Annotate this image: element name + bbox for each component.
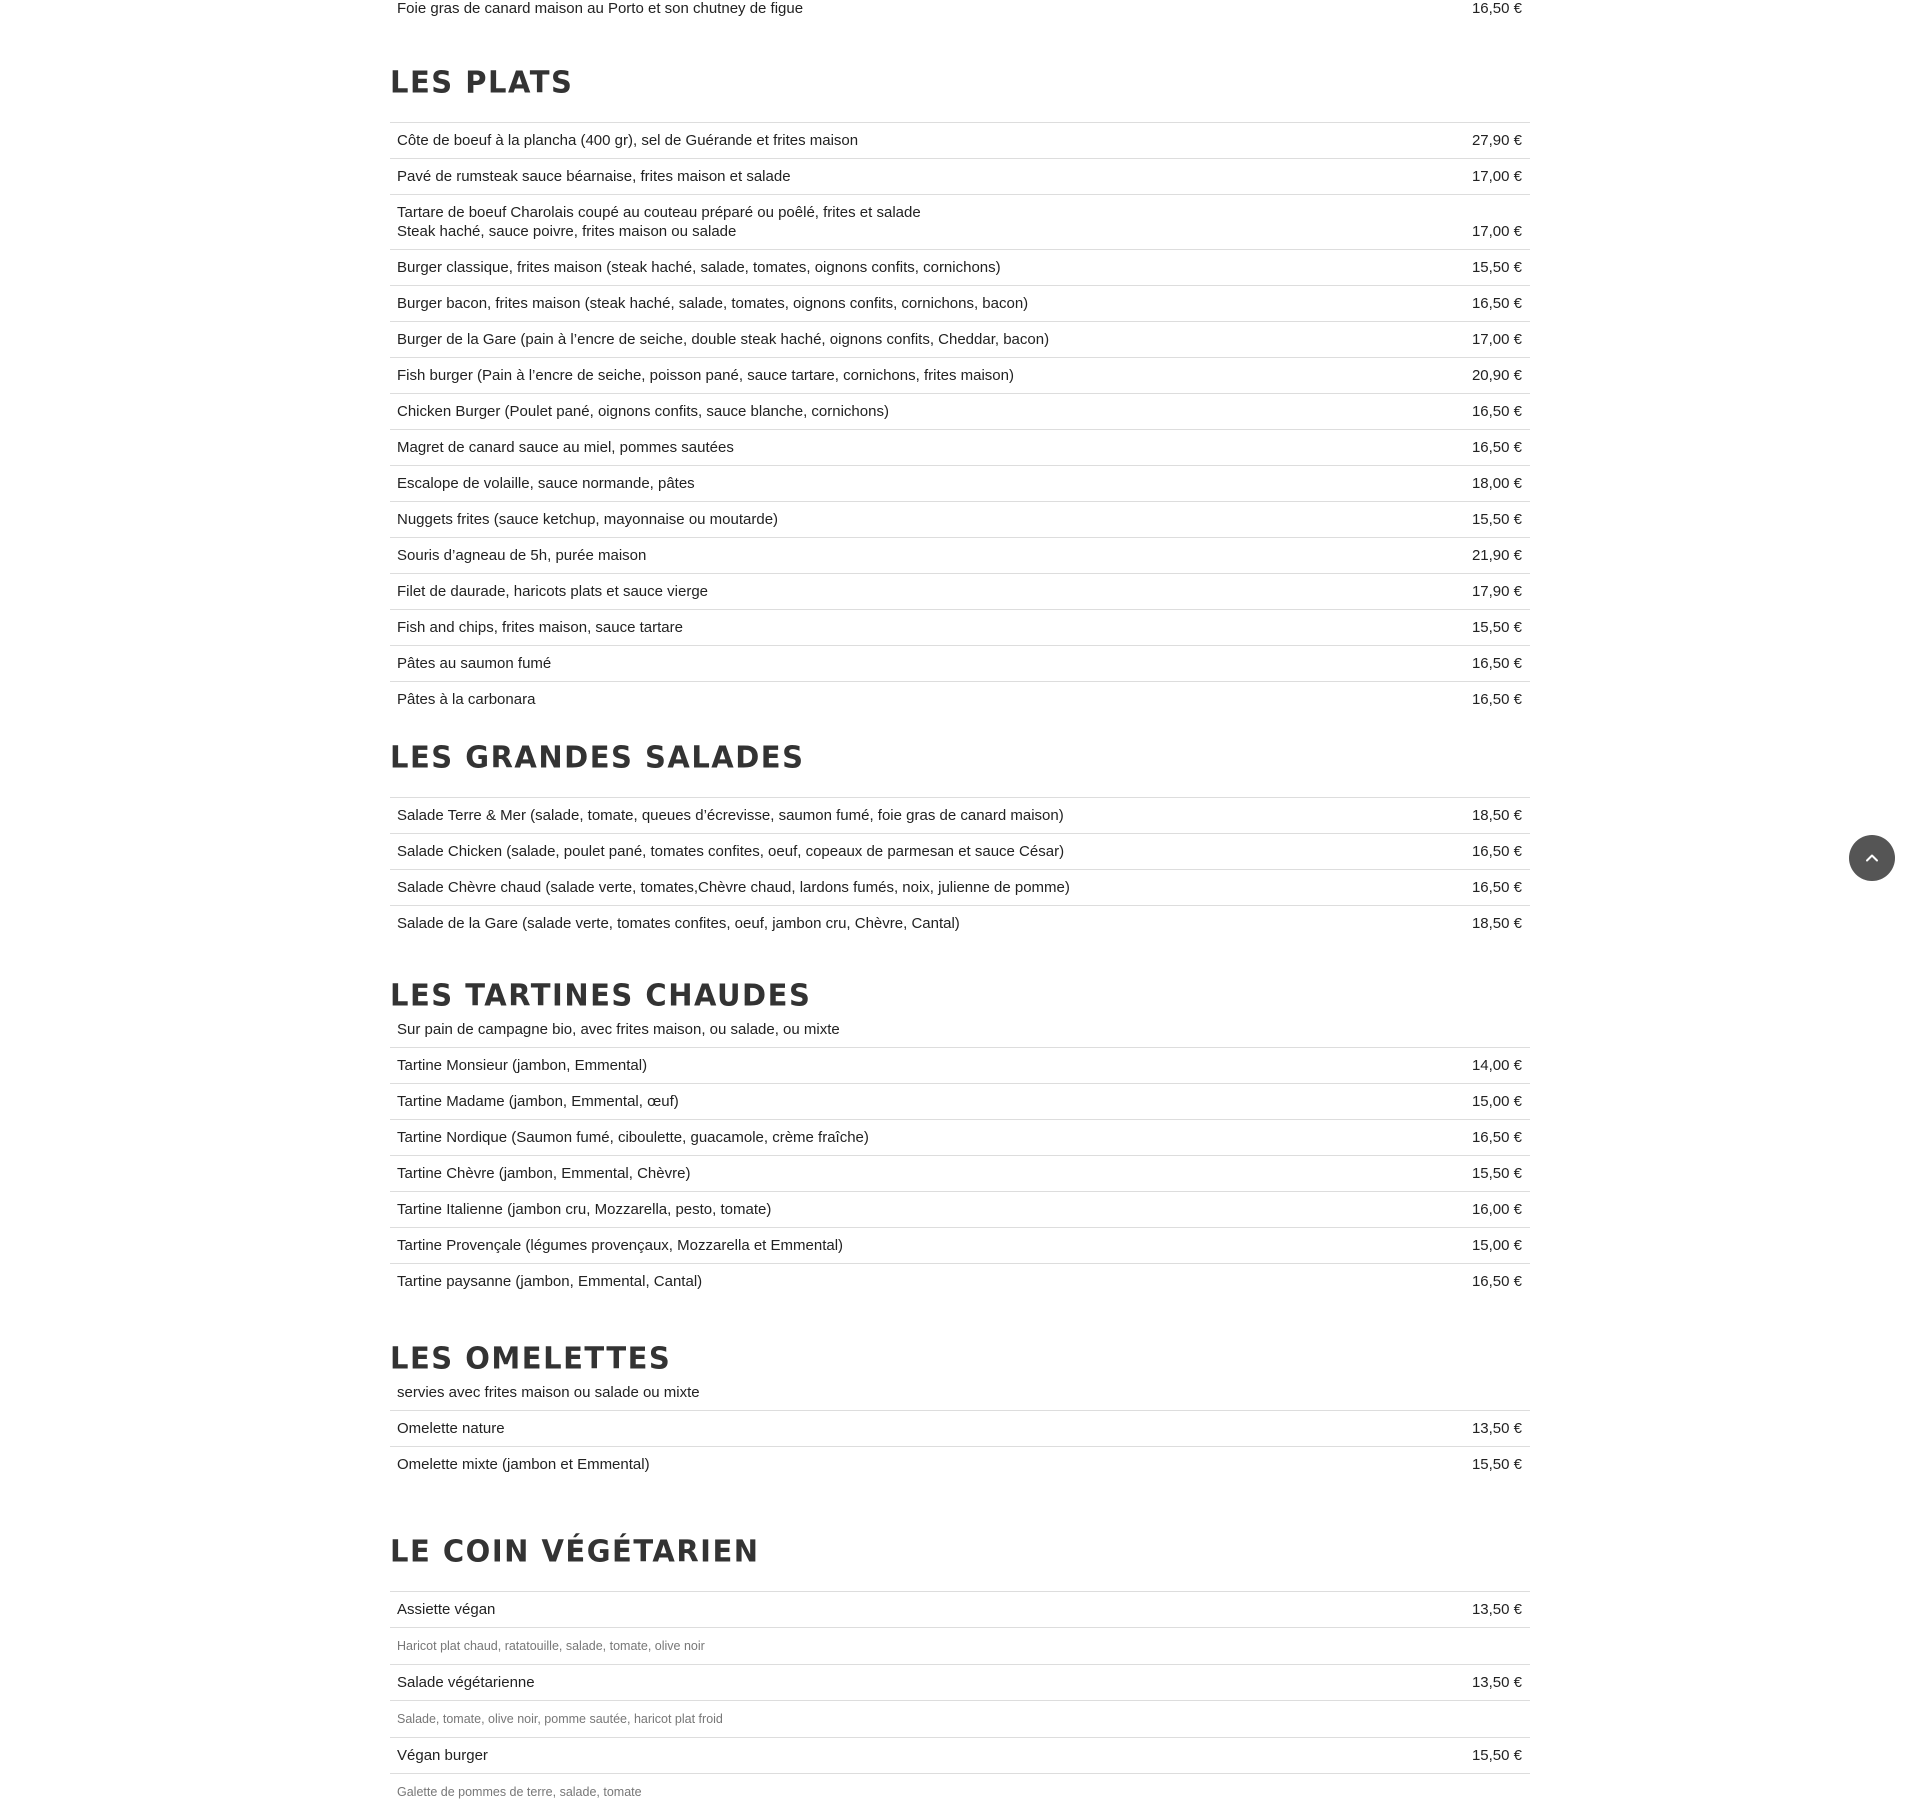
menu-item-line-1: Tartare de boeuf Charolais coupé au couteau préparé ou poêlé, frites et salade — [397, 203, 1387, 222]
menu-item-name: Tartine Madame (jambon, Emmental, œuf) — [390, 1084, 1395, 1120]
menu-item-name: Pâtes à la carbonara — [390, 682, 1395, 718]
menu-item-price: 13,50 € — [1395, 1592, 1530, 1628]
menu-item-price: 16,50 € — [1395, 286, 1530, 322]
menu-item-description: Haricot plat chaud, ratatouille, salade, tomate, olive noir — [390, 1628, 1530, 1665]
menu-item-description: Galette de pommes de terre, salade, tomate — [390, 1774, 1530, 1810]
menu-item — [390, 1592, 1530, 1628]
menu-item-line-2: Steak haché, sauce poivre, frites maison ou salade — [397, 222, 1387, 241]
menu-item-price: 15,00 € — [1395, 1228, 1530, 1264]
menu-item — [390, 394, 1530, 430]
menu-item-name: Salade de la Gare (salade verte, tomates confites, oeuf, jambon cru, Chèvre, Cantal) — [390, 906, 1395, 942]
menu-item-price: 18,00 € — [1395, 466, 1530, 502]
menu-item-name: Escalope de volaille, sauce normande, pâtes — [390, 466, 1395, 502]
menu-item-name: Pavé de rumsteak sauce béarnaise, frites maison et salade — [390, 159, 1395, 195]
menu-item-price: 17,00 € — [1395, 159, 1530, 195]
menu-item-price: 15,50 € — [1395, 610, 1530, 646]
menu-item — [390, 358, 1530, 394]
menu-item — [390, 250, 1530, 286]
menu-item — [390, 1048, 1530, 1084]
menu-table — [390, 1375, 1530, 1482]
section-title: LES OMELETTES — [390, 1340, 1530, 1376]
section-les-omelettes — [390, 1341, 1530, 1482]
section-intro-text: Sur pain de campagne bio, avec frites maison, ou salade, ou mixte — [390, 1012, 1530, 1048]
menu-item-price: 15,00 € — [1395, 1084, 1530, 1120]
menu-item-price: 16,50 € — [1395, 1120, 1530, 1156]
menu-item — [390, 1264, 1530, 1300]
menu-item-name: Assiette végan — [390, 1592, 1395, 1628]
menu-item — [390, 834, 1530, 870]
menu-item — [390, 430, 1530, 466]
menu-item-name: Tartine Chèvre (jambon, Emmental, Chèvre) — [390, 1156, 1395, 1192]
menu-item-name: Tartine Nordique (Saumon fumé, ciboulette, guacamole, crème fraîche) — [390, 1120, 1395, 1156]
section-intro — [390, 1375, 1530, 1411]
menu-table — [390, 122, 1530, 717]
menu-item — [390, 1228, 1530, 1264]
section-title: LE COIN VÉGÉTARIEN — [390, 1533, 1530, 1569]
section-intro — [390, 1012, 1530, 1048]
menu-item-price: 15,50 € — [1395, 1738, 1530, 1774]
menu-item-name: Fish and chips, frites maison, sauce tartare — [390, 610, 1395, 646]
menu-item-description-row — [390, 1628, 1530, 1665]
menu-item-name: Souris d’agneau de 5h, purée maison — [390, 538, 1395, 574]
section-title: LES GRANDES SALADES — [390, 739, 1530, 775]
menu-item — [390, 1665, 1530, 1701]
menu-item — [390, 286, 1530, 322]
menu-item — [390, 1192, 1530, 1228]
menu-item-name: Salade Terre & Mer (salade, tomate, queues d’écrevisse, saumon fumé, foie gras de canard maison) — [390, 798, 1395, 834]
menu-item-name: Nuggets frites (sauce ketchup, mayonnaise ou moutarde) — [390, 502, 1395, 538]
menu-item-price: 27,90 € — [1395, 123, 1530, 159]
menu-item-foie-gras — [390, 0, 1530, 18]
menu-item — [390, 1120, 1530, 1156]
menu-item-name: Burger bacon, frites maison (steak haché, salade, tomates, oignons confits, cornichons, bacon) — [390, 286, 1395, 322]
menu-item-price: 18,50 € — [1395, 798, 1530, 834]
menu-item-name: Tartine paysanne (jambon, Emmental, Cantal) — [390, 1264, 1395, 1300]
menu-item-price: 17,00 € — [1395, 322, 1530, 358]
menu-item-price: 21,90 € — [1395, 538, 1530, 574]
menu-item-name: Tartine Monsieur (jambon, Emmental) — [390, 1048, 1395, 1084]
menu-item-name: Côte de boeuf à la plancha (400 gr), sel de Guérande et frites maison — [390, 123, 1395, 159]
menu-item-price: 16,50 € — [1395, 682, 1530, 718]
menu-item — [390, 798, 1530, 834]
section-les-plats — [390, 65, 1530, 717]
menu-content — [390, 0, 1530, 18]
menu-item — [390, 1156, 1530, 1192]
section-intro-text: servies avec frites maison ou salade ou mixte — [390, 1375, 1530, 1411]
menu-item — [390, 682, 1530, 718]
scroll-to-top-button[interactable] — [1849, 835, 1895, 881]
menu-item-name: Filet de daurade, haricots plats et sauce vierge — [390, 574, 1395, 610]
menu-item — [390, 906, 1530, 942]
section-le-coin-vegetarien — [390, 1534, 1530, 1810]
menu-item — [390, 159, 1530, 195]
menu-item — [390, 574, 1530, 610]
menu-table — [390, 1012, 1530, 1299]
section-les-grandes-salades — [390, 740, 1530, 941]
menu-item — [390, 466, 1530, 502]
menu-item — [390, 123, 1530, 159]
menu-item-price: 16,00 € — [1395, 1192, 1530, 1228]
menu-item-name: Salade Chicken (salade, poulet pané, tomates confites, oeuf, copeaux de parmesan et sauce César) — [390, 834, 1395, 870]
menu-item — [390, 1447, 1530, 1483]
menu-table — [390, 1591, 1530, 1810]
menu-item-name — [390, 195, 1395, 250]
menu-item-name: Salade végétarienne — [390, 1665, 1395, 1701]
menu-item-price: 13,50 € — [1395, 1665, 1530, 1701]
menu-item-name: Pâtes au saumon fumé — [390, 646, 1395, 682]
menu-item — [390, 1411, 1530, 1447]
menu-item-price: 17,00 € — [1395, 195, 1530, 250]
menu-item-name: Magret de canard sauce au miel, pommes sautées — [390, 430, 1395, 466]
menu-item-price: 20,90 € — [1395, 358, 1530, 394]
section-title: LES PLATS — [390, 64, 1530, 100]
menu-item-price: 16,50 € — [1472, 0, 1522, 18]
menu-item-price: 15,50 € — [1395, 1447, 1530, 1483]
menu-item-name: Fish burger (Pain à l’encre de seiche, poisson pané, sauce tartare, cornichons, frites maison) — [390, 358, 1395, 394]
menu-item-name: Salade Chèvre chaud (salade verte, tomates,Chèvre chaud, lardons fumés, noix, julienne de pomme) — [390, 870, 1395, 906]
menu-item-name: Omelette mixte (jambon et Emmental) — [390, 1447, 1395, 1483]
menu-item-price: 16,50 € — [1395, 1264, 1530, 1300]
menu-item-name: Tartine Italienne (jambon cru, Mozzarella, pesto, tomate) — [390, 1192, 1395, 1228]
menu-item — [390, 646, 1530, 682]
menu-item-name: Foie gras de canard maison au Porto et son chutney de figue — [397, 0, 803, 18]
menu-item-price: 16,50 € — [1395, 394, 1530, 430]
menu-item-price: 16,50 € — [1395, 430, 1530, 466]
menu-item — [390, 1738, 1530, 1774]
section-les-tartines-chaudes — [390, 978, 1530, 1299]
menu-item — [390, 538, 1530, 574]
menu-item-name: Burger de la Gare (pain à l’encre de seiche, double steak haché, oignons confits, Cheddar, bacon) — [390, 322, 1395, 358]
menu-item-name: Omelette nature — [390, 1411, 1395, 1447]
menu-item-price: 13,50 € — [1395, 1411, 1530, 1447]
menu-item-name: Chicken Burger (Poulet pané, oignons confits, sauce blanche, cornichons) — [390, 394, 1395, 430]
menu-item-price: 16,50 € — [1395, 870, 1530, 906]
menu-item-price: 16,50 € — [1395, 834, 1530, 870]
menu-item-price: 15,50 € — [1395, 250, 1530, 286]
menu-item-description-row — [390, 1774, 1530, 1810]
menu-item — [390, 322, 1530, 358]
menu-item-description-row — [390, 1701, 1530, 1738]
menu-item-price: 17,90 € — [1395, 574, 1530, 610]
menu-item-price: 14,00 € — [1395, 1048, 1530, 1084]
menu-item-price: 15,50 € — [1395, 502, 1530, 538]
menu-item — [390, 502, 1530, 538]
menu-item-name: Végan burger — [390, 1738, 1395, 1774]
menu-item-price: 15,50 € — [1395, 1156, 1530, 1192]
menu-item-description: Salade, tomate, olive noir, pomme sautée, haricot plat froid — [390, 1701, 1530, 1738]
chevron-up-icon — [1864, 850, 1880, 866]
menu-item-price: 16,50 € — [1395, 646, 1530, 682]
menu-item-price: 18,50 € — [1395, 906, 1530, 942]
section-title: LES TARTINES CHAUDES — [390, 977, 1530, 1013]
menu-item-name: Burger classique, frites maison (steak haché, salade, tomates, oignons confits, cornichons) — [390, 250, 1395, 286]
menu-table — [390, 797, 1530, 941]
menu-item — [390, 870, 1530, 906]
menu-item-name: Tartine Provençale (légumes provençaux, Mozzarella et Emmental) — [390, 1228, 1395, 1264]
menu-item — [390, 610, 1530, 646]
menu-item — [390, 195, 1530, 250]
menu-item — [390, 1084, 1530, 1120]
